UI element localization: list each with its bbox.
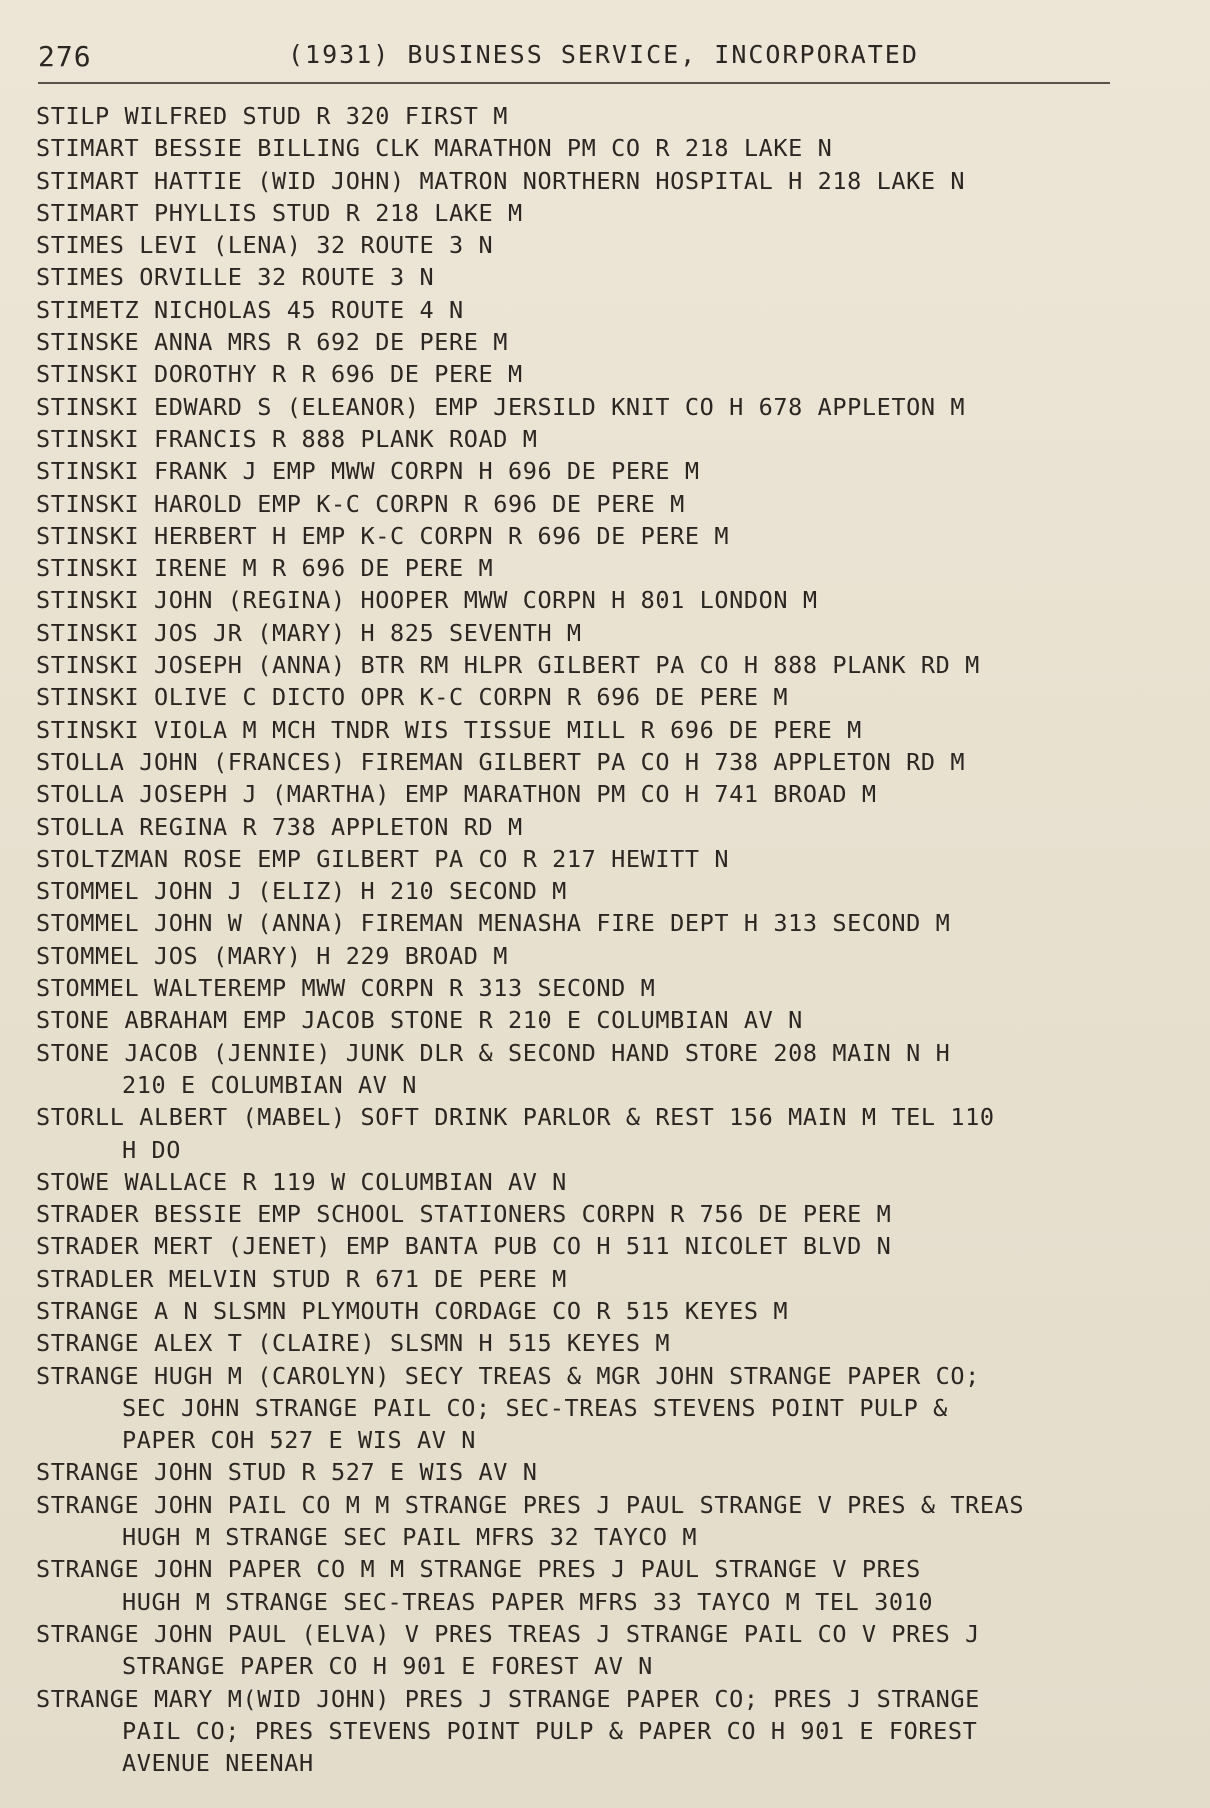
entry-line: STIMART HATTIE (WID JOHN) MATRON NORTHERN HOSPITAL H 218 LAKE N <box>36 166 966 195</box>
entry-line: STINSKI OLIVE C DICTO OPR K-C CORPN R 696 DE PERE M <box>36 683 789 712</box>
entry-line: STINSKI VIOLA M MCH TNDR WIS TISSUE MILL R 696 DE PERE M <box>36 715 862 744</box>
running-head: (1931) BUSINESS SERVICE, INCORPORATED <box>288 40 919 69</box>
directory-entry <box>36 1553 1176 1618</box>
entry-line: STINSKI FRANK J EMP MWW CORPN H 696 DE PERE M <box>36 457 700 486</box>
directory-entry <box>36 875 1176 907</box>
entry-continuation: 210 E COLUMBIAN AV N <box>122 1070 417 1099</box>
entry-line: STINSKI JOS JR (MARY) H 825 SEVENTH M <box>36 618 582 647</box>
entry-line: STRANGE ALEX T (CLAIRE) SLSMN H 515 KEYES M <box>36 1329 671 1358</box>
entry-line: STINSKI HERBERT H EMP K-C CORPN R 696 DE PERE M <box>36 521 730 550</box>
entry-line: STIMART PHYLLIS STUD R 218 LAKE M <box>36 198 523 227</box>
entry-line: STOMMEL JOS (MARY) H 229 BROAD M <box>36 941 508 970</box>
directory-entry <box>36 423 1176 455</box>
entry-line: STRANGE A N SLSMN PLYMOUTH CORDAGE CO R 515 KEYES M <box>36 1296 789 1325</box>
entry-line: STIMETZ NICHOLAS 45 ROUTE 4 N <box>36 295 464 324</box>
entry-line: STRANGE JOHN PAIL CO M M STRANGE PRES J PAUL STRANGE V PRES & TREAS <box>36 1490 1025 1519</box>
entry-line: STOLTZMAN ROSE EMP GILBERT PA CO R 217 HEWITT N <box>36 844 730 873</box>
entry-line: STOMMEL JOHN J (ELIZ) H 210 SECOND M <box>36 877 567 906</box>
entry-line: STILP WILFRED STUD R 320 FIRST M <box>36 102 508 130</box>
entry-continuation: HUGH M STRANGE SEC-TREAS PAPER MFRS 33 TAYCO M TEL 3010 <box>122 1587 934 1616</box>
entry-line: STRANGE JOHN STUD R 527 E WIS AV N <box>36 1458 538 1487</box>
directory-entry <box>36 358 1176 390</box>
directory-entry <box>36 132 1176 164</box>
entry-line: STINSKI JOSEPH (ANNA) BTR RM HLPR GILBERT PA CO H 888 PLANK RD M <box>36 651 980 680</box>
entry-continuation: AVENUE NEENAH <box>122 1749 314 1778</box>
entry-line: STRANGE JOHN PAPER CO M M STRANGE PRES J PAUL STRANGE V PRES <box>36 1555 921 1584</box>
entry-continuation: H DO <box>122 1135 181 1164</box>
entry-line: STORLL ALBERT (MABEL) SOFT DRINK PARLOR & REST 156 MAIN M TEL 110 <box>36 1103 995 1132</box>
directory-entry <box>36 261 1176 293</box>
entry-line: STIMES ORVILLE 32 ROUTE 3 N <box>36 263 435 292</box>
directory-entry <box>36 1489 1176 1554</box>
directory-entry <box>36 100 1176 132</box>
entry-line: STRANGE HUGH M (CAROLYN) SECY TREAS & MGR JOHN STRANGE PAPER CO; <box>36 1361 980 1390</box>
entry-line: STOLLA JOSEPH J (MARTHA) EMP MARATHON PM CO H 741 BROAD M <box>36 780 877 809</box>
entry-line: STINSKI JOHN (REGINA) HOOPER MWW CORPN H 801 LONDON M <box>36 586 818 615</box>
entry-line: STINSKI HAROLD EMP K-C CORPN R 696 DE PERE M <box>36 489 685 518</box>
entry-line: STOMMEL WALTEREMP MWW CORPN R 313 SECOND M <box>36 974 656 1003</box>
entry-continuation: HUGH M STRANGE SEC PAIL MFRS 32 TAYCO M <box>122 1523 698 1552</box>
entry-line: STIMES LEVI (LENA) 32 ROUTE 3 N <box>36 231 494 260</box>
entry-line: STOWE WALLACE R 119 W COLUMBIAN AV N <box>36 1167 567 1196</box>
directory-entry <box>36 229 1176 261</box>
directory-entry <box>36 1198 1176 1230</box>
directory-entry <box>36 778 1176 810</box>
directory-entry <box>36 907 1176 939</box>
entry-line: STOLLA REGINA R 738 APPLETON RD M <box>36 812 523 841</box>
directory-entries <box>36 100 1176 1779</box>
directory-entry <box>36 1683 1176 1780</box>
entry-line: STIMART BESSIE BILLING CLK MARATHON PM CO R 218 LAKE N <box>36 134 833 163</box>
entry-line: STINSKI FRANCIS R 888 PLANK ROAD M <box>36 424 538 453</box>
directory-entry <box>36 1166 1176 1198</box>
directory-entry <box>36 1360 1176 1457</box>
directory-entry <box>36 649 1176 681</box>
entry-continuation: SEC JOHN STRANGE PAIL CO; SEC-TREAS STEVENS POINT PULP & <box>122 1393 948 1422</box>
directory-entry <box>36 552 1176 584</box>
entry-line: STINSKI DOROTHY R R 696 DE PERE M <box>36 360 523 389</box>
directory-entry <box>36 455 1176 487</box>
directory-entry <box>36 1295 1176 1327</box>
directory-entry <box>36 1456 1176 1488</box>
directory-entry <box>36 584 1176 616</box>
entry-continuation: PAPER COH 527 E WIS AV N <box>122 1426 476 1455</box>
entry-continuation: PAIL CO; PRES STEVENS POINT PULP & PAPER CO H 901 E FOREST <box>122 1716 978 1745</box>
page-header <box>38 36 1110 84</box>
entry-line: STOMMEL JOHN W (ANNA) FIREMAN MENASHA FIRE DEPT H 313 SECOND M <box>36 909 951 938</box>
entry-line: STINSKE ANNA MRS R 692 DE PERE M <box>36 328 508 357</box>
directory-entry <box>36 681 1176 713</box>
directory-entry <box>36 811 1176 843</box>
directory-entry <box>36 294 1176 326</box>
directory-entry <box>36 1230 1176 1262</box>
page-number: 276 <box>38 40 92 73</box>
entry-line: STONE ABRAHAM EMP JACOB STONE R 210 E COLUMBIAN AV N <box>36 1006 803 1035</box>
entry-line: STRANGE MARY M(WID JOHN) PRES J STRANGE PAPER CO; PRES J STRANGE <box>36 1684 980 1713</box>
entry-line: STRADER MERT (JENET) EMP BANTA PUB CO H 511 NICOLET BLVD N <box>36 1232 892 1261</box>
entry-line: STRADLER MELVIN STUD R 671 DE PERE M <box>36 1264 567 1293</box>
directory-entry <box>36 520 1176 552</box>
directory-entry <box>36 843 1176 875</box>
directory-entry <box>36 165 1176 197</box>
entry-line: STRANGE JOHN PAUL (ELVA) V PRES TREAS J STRANGE PAIL CO V PRES J <box>36 1619 980 1648</box>
entry-line: STRADER BESSIE EMP SCHOOL STATIONERS CORPN R 756 DE PERE M <box>36 1200 892 1229</box>
entry-line: STINSKI IRENE M R 696 DE PERE M <box>36 554 494 583</box>
directory-entry <box>36 714 1176 746</box>
entry-continuation: STRANGE PAPER CO H 901 E FOREST AV N <box>122 1652 653 1681</box>
directory-entry <box>36 940 1176 972</box>
directory-entry <box>36 1327 1176 1359</box>
directory-entry <box>36 1101 1176 1166</box>
directory-entry <box>36 1263 1176 1295</box>
directory-entry <box>36 1037 1176 1102</box>
directory-entry <box>36 746 1176 778</box>
directory-entry <box>36 197 1176 229</box>
entry-line: STOLLA JOHN (FRANCES) FIREMAN GILBERT PA CO H 738 APPLETON RD M <box>36 747 966 776</box>
directory-entry <box>36 488 1176 520</box>
directory-entry <box>36 972 1176 1004</box>
directory-entry <box>36 1618 1176 1683</box>
directory-entry <box>36 617 1176 649</box>
entry-line: STONE JACOB (JENNIE) JUNK DLR & SECOND HAND STORE 208 MAIN N H <box>36 1038 951 1067</box>
directory-entry <box>36 326 1176 358</box>
entry-line: STINSKI EDWARD S (ELEANOR) EMP JERSILD KNIT CO H 678 APPLETON M <box>36 392 966 421</box>
directory-entry <box>36 1004 1176 1036</box>
directory-entry <box>36 391 1176 423</box>
